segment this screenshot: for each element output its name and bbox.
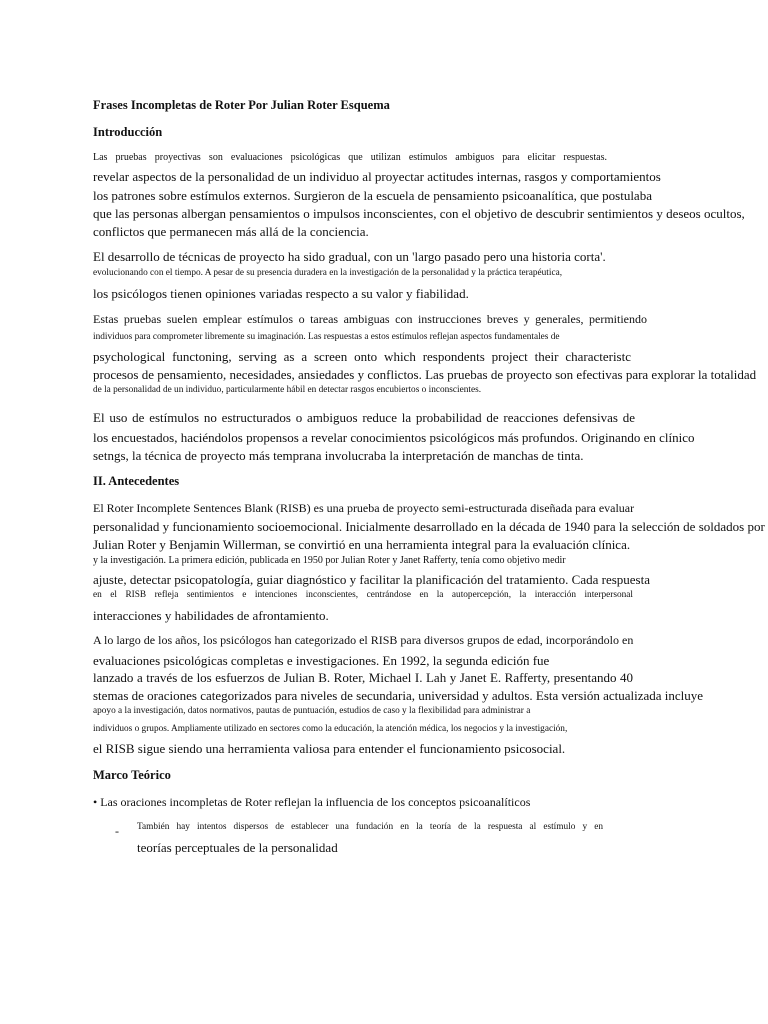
paragraph-line: Las pruebas proyectivas son evaluaciones psicológicas que utilizan estímulos ambiguos para elicitar respuestas.: [93, 152, 607, 163]
paragraph-line: de la personalidad de un individuo, particularmente hábil en detectar rasgos encubiertos o inconscientes.: [93, 385, 482, 395]
paragraph-line: ajuste, detectar psicopatología, guiar diagnóstico y facilitar la planificación del tratamiento. Cada respuesta: [93, 572, 650, 587]
sub-bullet-line: También hay intentos dispersos de establecer una fundación en la teoría de la respuesta al estímulo y en: [137, 822, 603, 832]
bullet-item: • Las oraciones incompletas de Roter reflejan la influencia de los conceptos psicoanalíticos: [93, 795, 531, 809]
paragraph-line: evaluaciones psicológicas completas e investigaciones. En 1992, la segunda edición fue: [93, 653, 550, 668]
paragraph-line: El uso de estímulos no estructurados o ambiguos reduce la probabilidad de reacciones defensivas de: [93, 410, 635, 425]
paragraph-line: apoyo a la investigación, datos normativos, pautas de puntuación, estudios de caso y la flexibilidad para administrar a: [93, 706, 531, 716]
paragraph-line: los encuestados, haciéndolos propensos a revelar conocimientos psicológicos más profundos. Originando en clínico: [93, 430, 695, 445]
paragraph-line: evolucionando con el tiempo. A pesar de su presencia duradera en la investigación de la personalidad y la práctica terapéutica,: [93, 268, 563, 278]
paragraph-line: procesos de pensamiento, necesidades, ansiedades y conflictos. Las pruebas de proyecto son efectivas para explorar la totalidad: [93, 367, 757, 382]
paragraph-line: individuos para comprometer libremente su imaginación. Las respuestas a estos estímulos reflejan aspectos fundamentales de: [93, 332, 560, 342]
paragraph-line: A lo largo de los años, los psicólogos han categorizado el RISB para diversos grupos de edad, incorporándolo en: [93, 633, 634, 647]
paragraph-line: individuos o grupos. Ampliamente utilizado en sectores como la educación, la atención médica, los negocios y la investigación,: [93, 724, 568, 734]
paragraph-line: El desarrollo de técnicas de proyecto ha sido gradual, con un 'largo pasado pero una historia corta'.: [93, 249, 606, 264]
paragraph-line: conflictos que permanecen más allá de la conciencia.: [93, 224, 369, 239]
dash-marker: -: [115, 824, 119, 838]
paragraph-line: Julian Roter y Benjamin Willerman, se convirtió en una herramienta integral para la evaluación clínica.: [93, 537, 631, 552]
paragraph-line: stemas de oraciones categorizados para niveles de secundaria, universidad y adultos. Esta versión actualizada incluye: [93, 688, 704, 703]
paragraph-line: personalidad y funcionamiento socioemocional. Inicialmente desarrollado en la década de 1940 para la selección de soldados por: [93, 519, 765, 534]
paragraph-line: lanzado a través de los esfuerzos de Julian B. Roter, Michael I. Lah y Janet E. Rafferty, presentando 40: [93, 670, 633, 685]
document-title: Frases Incompletas de Roter Por Julian Roter Esquema: [93, 98, 390, 112]
heading-antecedentes: II. Antecedentes: [93, 474, 180, 488]
paragraph-line: y la investigación. La primera edición, publicada en 1950 por Julian Roter y Janet Rafferty, tenía como objetivo medir: [93, 555, 566, 566]
paragraph-line: el RISB sigue siendo una herramienta valiosa para entender el funcionamiento psicosocial.: [93, 741, 566, 756]
paragraph-line: que las personas albergan pensamientos o impulsos inconscientes, con el objetivo de descubrir sentimientos y deseos ocultos,: [93, 206, 745, 221]
paragraph-line: en el RISB refleja sentimientos e intenciones inconscientes, centrándose en la autopercepción, la interacción interpersonal: [93, 590, 633, 600]
paragraph-line: los psicólogos tienen opiniones variadas respecto a su valor y fiabilidad.: [93, 286, 469, 301]
heading-marco-teorico: Marco Teórico: [93, 768, 171, 782]
paragraph-line: Estas pruebas suelen emplear estímulos o tareas ambiguas con instrucciones breves y generales, permitiendo: [93, 312, 647, 326]
sub-bullet-line: teorías perceptuales de la personalidad: [137, 840, 338, 855]
paragraph-line: revelar aspectos de la personalidad de un individuo al proyectar actitudes internas, rasgos y comportamientos: [93, 169, 661, 184]
paragraph-line: El Roter Incomplete Sentences Blank (RISB) es una prueba de proyecto semi-estructurada diseñada para evaluar: [93, 501, 635, 515]
paragraph-line: psychological functoning, serving as a screen onto which respondents project their characteristc: [93, 349, 631, 364]
heading-introduccion: Introducción: [93, 125, 163, 139]
paragraph-line: interacciones y habilidades de afrontamiento.: [93, 608, 329, 623]
paragraph-line: setngs, la técnica de proyecto más temprana involucraba la interpretación de manchas de tinta.: [93, 448, 584, 463]
paragraph-line: los patrones sobre estímulos externos. Surgieron de la escuela de pensamiento psicoanalítica, que postulaba: [93, 188, 652, 203]
